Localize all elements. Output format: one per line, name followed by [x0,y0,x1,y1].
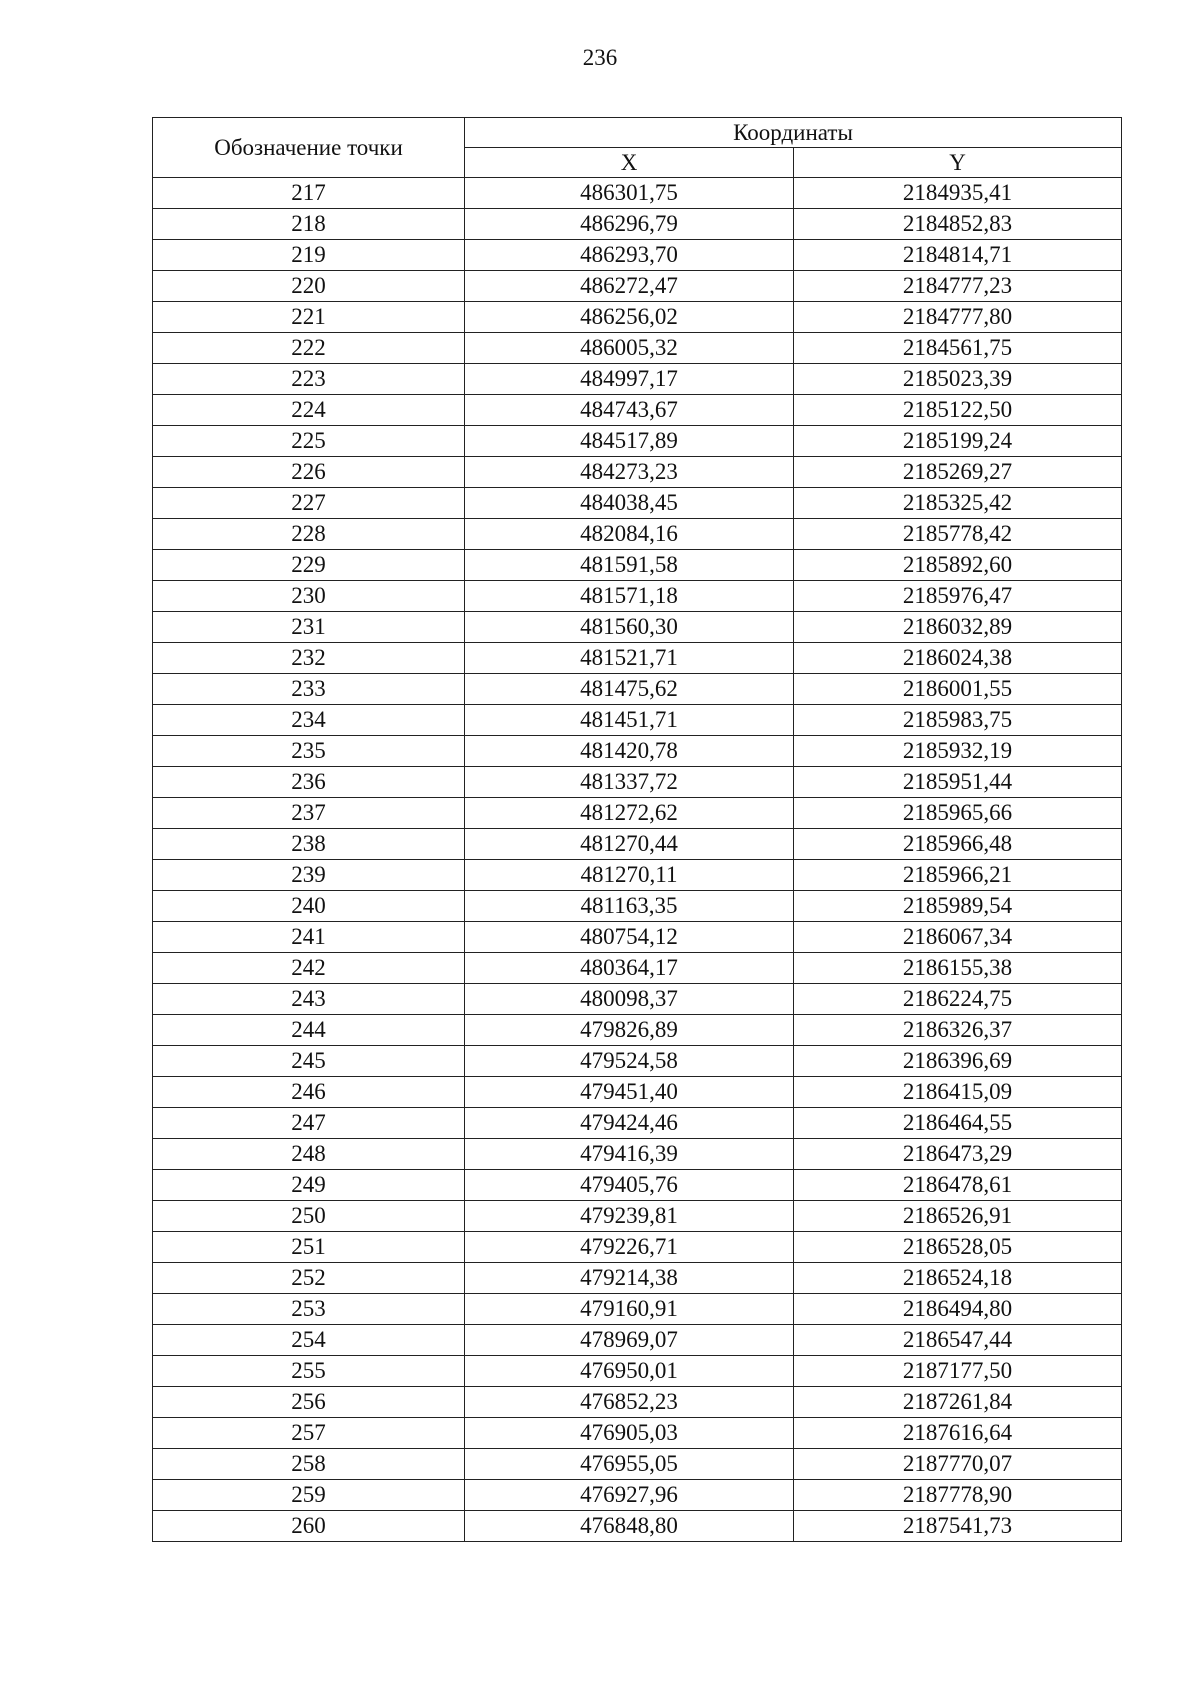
cell-y: 2186473,29 [794,1139,1122,1170]
table-row [153,178,1122,209]
cell-x: 476905,03 [465,1418,794,1449]
cell-point: 238 [153,829,465,860]
table-row [153,240,1122,271]
table-row [153,1356,1122,1387]
coordinates-table [152,117,1122,1542]
cell-x: 481270,11 [465,860,794,891]
table-row [153,612,1122,643]
table-row [153,364,1122,395]
cell-point: 226 [153,457,465,488]
cell-y: 2187770,07 [794,1449,1122,1480]
cell-y: 2187261,84 [794,1387,1122,1418]
table-row [153,395,1122,426]
cell-x: 479524,58 [465,1046,794,1077]
cell-x: 481163,35 [465,891,794,922]
cell-point: 236 [153,767,465,798]
cell-point: 227 [153,488,465,519]
cell-y: 2186326,37 [794,1015,1122,1046]
cell-x: 476927,96 [465,1480,794,1511]
cell-x: 479405,76 [465,1170,794,1201]
cell-y: 2185199,24 [794,426,1122,457]
table-row [153,271,1122,302]
cell-x: 481420,78 [465,736,794,767]
cell-x: 484038,45 [465,488,794,519]
cell-x: 481571,18 [465,581,794,612]
cell-y: 2186494,80 [794,1294,1122,1325]
table-row [153,1263,1122,1294]
cell-y: 2186464,55 [794,1108,1122,1139]
cell-x: 481475,62 [465,674,794,705]
table-row [153,1077,1122,1108]
cell-y: 2185983,75 [794,705,1122,736]
cell-point: 254 [153,1325,465,1356]
table-row [153,767,1122,798]
cell-point: 222 [153,333,465,364]
cell-x: 479826,89 [465,1015,794,1046]
table-row [153,798,1122,829]
cell-x: 486293,70 [465,240,794,271]
cell-point: 240 [153,891,465,922]
cell-point: 259 [153,1480,465,1511]
cell-y: 2186415,09 [794,1077,1122,1108]
table-row [153,829,1122,860]
cell-point: 243 [153,984,465,1015]
cell-x: 476848,80 [465,1511,794,1542]
cell-x: 481451,71 [465,705,794,736]
table-row [153,1325,1122,1356]
table-row [153,891,1122,922]
cell-y: 2187177,50 [794,1356,1122,1387]
table-row [153,581,1122,612]
cell-point: 229 [153,550,465,581]
cell-y: 2186067,34 [794,922,1122,953]
cell-x: 486301,75 [465,178,794,209]
cell-point: 217 [153,178,465,209]
cell-point: 249 [153,1170,465,1201]
cell-x: 479416,39 [465,1139,794,1170]
table-row [153,1511,1122,1542]
cell-point: 223 [153,364,465,395]
cell-x: 479239,81 [465,1201,794,1232]
cell-point: 219 [153,240,465,271]
table-row [153,1108,1122,1139]
cell-x: 486272,47 [465,271,794,302]
cell-x: 486256,02 [465,302,794,333]
cell-y: 2186224,75 [794,984,1122,1015]
table-row [153,1387,1122,1418]
cell-point: 244 [153,1015,465,1046]
table-row [153,1046,1122,1077]
cell-y: 2185122,50 [794,395,1122,426]
cell-y: 2186478,61 [794,1170,1122,1201]
cell-point: 218 [153,209,465,240]
cell-point: 246 [153,1077,465,1108]
cell-point: 230 [153,581,465,612]
cell-y: 2185976,47 [794,581,1122,612]
cell-point: 251 [153,1232,465,1263]
cell-point: 258 [153,1449,465,1480]
table-row [153,953,1122,984]
table-row [153,457,1122,488]
cell-point: 255 [153,1356,465,1387]
cell-point: 235 [153,736,465,767]
table-row [153,1418,1122,1449]
cell-point: 221 [153,302,465,333]
cell-y: 2185269,27 [794,457,1122,488]
cell-point: 253 [153,1294,465,1325]
table-row [153,519,1122,550]
table-row [153,674,1122,705]
table-row [153,333,1122,364]
cell-y: 2187778,90 [794,1480,1122,1511]
cell-x: 479451,40 [465,1077,794,1108]
cell-y: 2185892,60 [794,550,1122,581]
cell-point: 248 [153,1139,465,1170]
cell-y: 2185023,39 [794,364,1122,395]
table-row [153,984,1122,1015]
cell-point: 237 [153,798,465,829]
cell-x: 481591,58 [465,550,794,581]
table-row [153,1201,1122,1232]
cell-x: 484517,89 [465,426,794,457]
cell-y: 2185778,42 [794,519,1122,550]
cell-y: 2185951,44 [794,767,1122,798]
table-row [153,488,1122,519]
page-number: 236 [582,45,618,70]
cell-y: 2184777,23 [794,271,1122,302]
cell-point: 233 [153,674,465,705]
table-header-row [153,118,1122,148]
cell-point: 231 [153,612,465,643]
cell-y: 2186524,18 [794,1263,1122,1294]
table-row [153,1449,1122,1480]
cell-y: 2186155,38 [794,953,1122,984]
cell-point: 257 [153,1418,465,1449]
cell-x: 481270,44 [465,829,794,860]
cell-y: 2185325,42 [794,488,1122,519]
cell-point: 224 [153,395,465,426]
cell-y: 2184777,80 [794,302,1122,333]
cell-x: 484273,23 [465,457,794,488]
cell-x: 480754,12 [465,922,794,953]
cell-x: 479160,91 [465,1294,794,1325]
cell-x: 481272,62 [465,798,794,829]
cell-point: 260 [153,1511,465,1542]
table-row [153,426,1122,457]
cell-y: 2185966,48 [794,829,1122,860]
header-point-designation: Обозначение точки [153,118,465,178]
table-row [153,736,1122,767]
table-row [153,550,1122,581]
cell-point: 242 [153,953,465,984]
cell-x: 476955,05 [465,1449,794,1480]
table-row [153,922,1122,953]
table-body [153,178,1122,1542]
cell-x: 476950,01 [465,1356,794,1387]
table-row [153,1015,1122,1046]
cell-point: 245 [153,1046,465,1077]
cell-point: 225 [153,426,465,457]
cell-y: 2184561,75 [794,333,1122,364]
cell-y: 2186547,44 [794,1325,1122,1356]
cell-y: 2184852,83 [794,209,1122,240]
cell-y: 2186528,05 [794,1232,1122,1263]
cell-point: 220 [153,271,465,302]
cell-point: 252 [153,1263,465,1294]
cell-point: 250 [153,1201,465,1232]
header-x: X [465,148,794,178]
table-row [153,860,1122,891]
cell-point: 228 [153,519,465,550]
cell-x: 479214,38 [465,1263,794,1294]
cell-x: 478969,07 [465,1325,794,1356]
cell-point: 247 [153,1108,465,1139]
cell-y: 2186526,91 [794,1201,1122,1232]
cell-y: 2187541,73 [794,1511,1122,1542]
cell-point: 239 [153,860,465,891]
cell-y: 2186032,89 [794,612,1122,643]
cell-x: 476852,23 [465,1387,794,1418]
cell-x: 486296,79 [465,209,794,240]
cell-x: 482084,16 [465,519,794,550]
cell-point: 241 [153,922,465,953]
cell-y: 2186396,69 [794,1046,1122,1077]
table-row [153,643,1122,674]
cell-x: 481337,72 [465,767,794,798]
cell-y: 2185932,19 [794,736,1122,767]
cell-y: 2185965,66 [794,798,1122,829]
cell-point: 232 [153,643,465,674]
header-y: Y [794,148,1122,178]
cell-x: 480098,37 [465,984,794,1015]
cell-x: 486005,32 [465,333,794,364]
table-row [153,705,1122,736]
cell-point: 256 [153,1387,465,1418]
cell-y: 2185966,21 [794,860,1122,891]
table-row [153,1294,1122,1325]
cell-x: 484997,17 [465,364,794,395]
cell-y: 2184935,41 [794,178,1122,209]
table-row [153,1480,1122,1511]
cell-y: 2187616,64 [794,1418,1122,1449]
cell-y: 2186001,55 [794,674,1122,705]
table-row [153,1232,1122,1263]
cell-y: 2186024,38 [794,643,1122,674]
cell-y: 2184814,71 [794,240,1122,271]
cell-x: 479226,71 [465,1232,794,1263]
table-row [153,1139,1122,1170]
cell-y: 2185989,54 [794,891,1122,922]
cell-x: 480364,17 [465,953,794,984]
table-row [153,1170,1122,1201]
cell-x: 481521,71 [465,643,794,674]
cell-point: 234 [153,705,465,736]
table-row [153,302,1122,333]
table-row [153,209,1122,240]
cell-x: 479424,46 [465,1108,794,1139]
cell-x: 481560,30 [465,612,794,643]
cell-x: 484743,67 [465,395,794,426]
header-coordinates: Координаты [465,118,1122,148]
